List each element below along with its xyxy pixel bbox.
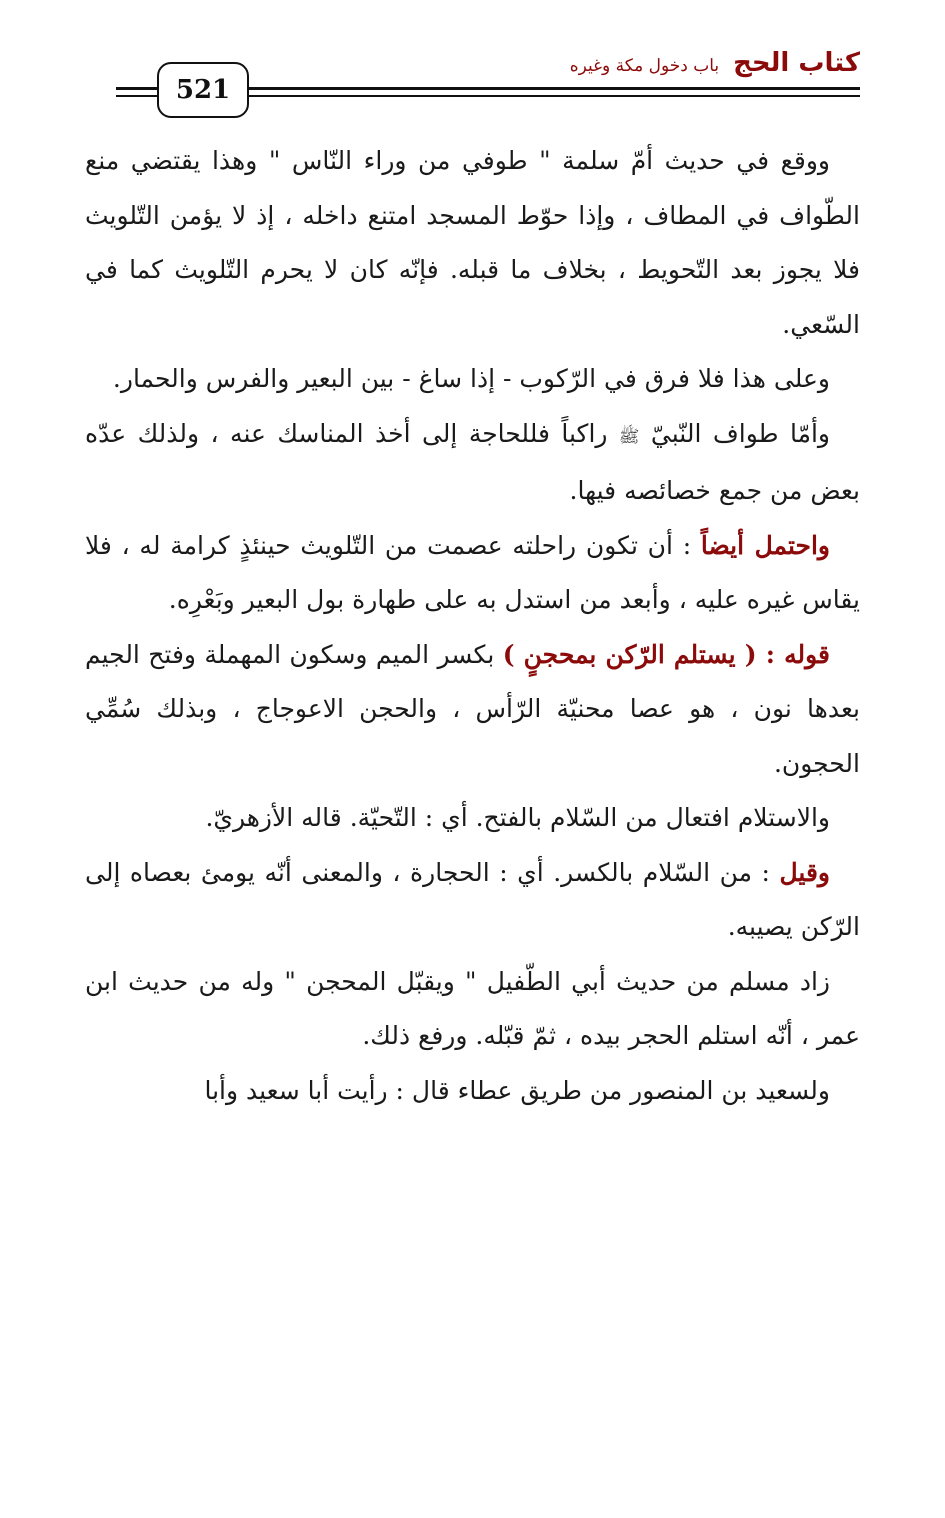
paragraph [85, 1064, 860, 1119]
paragraph-text: وعلى هذا فلا فرق في الرّكوب - إذا ساغ - بين البعير والفرس والحمار. [112, 364, 830, 393]
paragraph [85, 352, 860, 407]
paragraph [85, 846, 860, 955]
paragraph [85, 519, 860, 628]
chapter-title: باب دخول مكة وغيره [569, 56, 720, 76]
paragraph-text: بكسر الميم وسكون المهملة وفتح الجيم بعدها نون ، هو عصا محنيّة الرّأس ، والحجن الاعوجاج ، وبذلك سُمِّي الحجون. [85, 639, 860, 778]
paragraph-text: والاستلام افتعال من السّلام بالفتح. أي : التّحيّة. قاله الأزهريّ. [205, 803, 830, 832]
paragraph-text: راكباً فللحاجة إلى أخذ المناسك عنه ، ولذلك عدّه بعض من جمع خصائصه فيها. [85, 418, 860, 505]
honorific-symbol: ﷺ [618, 426, 640, 447]
paragraph-text: ووقع في حديث أمّ سلمة " طوفي من وراء النّاس " وهذا يقتضي منع الطّواف في المطاف ، وإذا حوّط المسجد امتنع داخله ، إذ لا يؤمن التّلويث فلا يجوز بعد التّحويط ، بخلاف ما قبله. فإنّه كان لا يحرم التّلويث كما في السّعي. [85, 146, 860, 339]
paragraph [85, 407, 860, 519]
paragraph-text: ولسعيد بن المنصور من طريق عطاء قال : رأيت أبا سعيد وأبا [204, 1075, 830, 1105]
highlighted-term: وقيل [779, 857, 830, 887]
running-header [570, 48, 860, 78]
paragraph [85, 791, 860, 846]
paragraph [85, 955, 860, 1064]
book-title: كتاب الحج [733, 48, 860, 78]
highlighted-term: واحتمل أيضاً [700, 530, 830, 560]
paragraph-text: : أن تكون راحلته عصمت من التّلويث حينئذٍ كرامة له ، فلا يقاس غيره عليه ، وأبعد من استدل به على طهارة بول البعير وبَعْرِه. [85, 530, 860, 614]
page-body [85, 134, 860, 1118]
paragraph-text: زاد مسلم من حديث أبي الطّفيل " ويقبّل المحجن " وله من حديث ابن عمر ، أنّه استلم الحجر بيده ، ثمّ قبّله. ورفع ذلك. [85, 966, 860, 1050]
page-header [0, 0, 945, 130]
paragraph-text: وأمّا طواف النّبيّ [639, 418, 831, 448]
paragraph [85, 628, 860, 792]
paragraph-text: : من السّلام بالكسر. أي : الحجارة ، والمعنى أنّه يومئ بعصاه إلى الرّكن يصيبه. [85, 857, 860, 941]
paragraph [85, 134, 860, 352]
highlighted-term: قوله : ( يستلم الرّكن بمحجنٍ ) [502, 639, 830, 669]
page-number: 521 [157, 62, 249, 118]
